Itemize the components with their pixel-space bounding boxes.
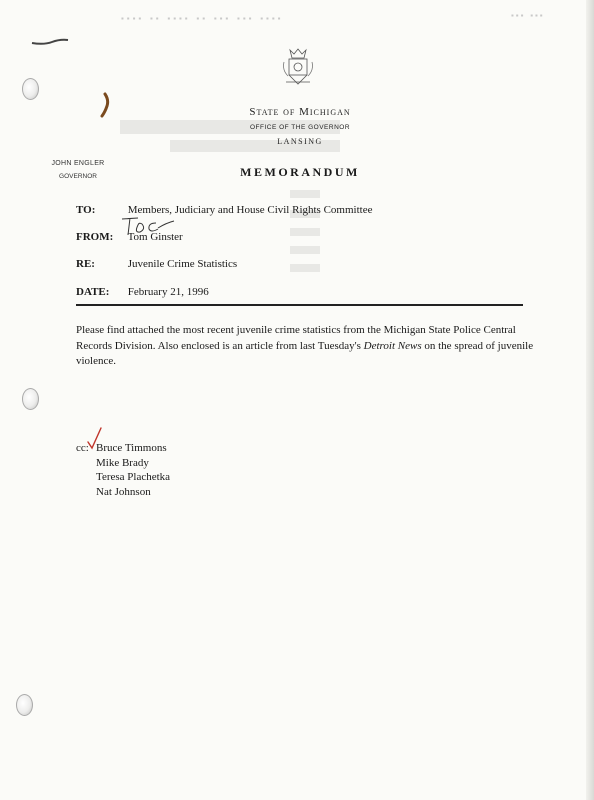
field-value: Juvenile Crime Statistics [127, 258, 238, 270]
memo-body-paragraph [76, 323, 536, 370]
hole-punch-top [22, 78, 39, 100]
fax-corner-mark: ▪▪▪ ▪▪▪ [510, 12, 544, 21]
body-text-part1: Please find attached the most recent juvenile crime statistics from the Michigan State Police Central Records Division. Also enclosed is an article from last Tuesday's [76, 324, 516, 352]
letterhead-office: OFFICE OF THE GOVERNOR [249, 124, 351, 131]
governor-title: GOVERNOR [59, 173, 97, 180]
cc-name: Mike Brady [96, 456, 149, 469]
pen-scribble-mark [30, 36, 70, 48]
cc-name: Nat Johnson [96, 486, 151, 499]
cc-list [76, 441, 170, 500]
governor-name: JOHN ENGLER [51, 160, 105, 167]
fax-transmission-mark: ▪▪▪▪ ▪▪ ▪▪▪▪ ▪▪ ▪▪▪ ▪▪▪ ▪▪▪▪ [120, 15, 283, 24]
header-divider-rule [76, 304, 523, 306]
field-label: TO: [76, 204, 96, 216]
body-text-part2: on the spread of juvenile violence. [76, 339, 534, 368]
field-value: Members, Judiciary and House Civil Rights Committee [127, 204, 373, 216]
cc-line-first [76, 441, 170, 456]
state-seal-icon [280, 46, 316, 88]
memo-title: MEMORANDUM [240, 165, 360, 179]
field-label: DATE: [76, 286, 110, 298]
cc-name: Teresa Plachetka [96, 471, 171, 484]
body-text-publication: Detroit News [363, 339, 422, 352]
field-value: February 21, 1996 [127, 286, 209, 298]
memo-field-re [76, 258, 237, 270]
field-value: Tom Ginster [127, 231, 183, 243]
cc-label: cc: [76, 442, 89, 454]
cc-name: Bruce Timmons [96, 442, 167, 454]
field-label: FROM: [76, 231, 114, 243]
hole-punch-middle [22, 388, 39, 410]
field-label: RE: [76, 258, 95, 270]
letterhead-state: State of Michigan [249, 106, 351, 118]
page-edge-shadow [586, 0, 594, 800]
memo-field-date [76, 286, 209, 298]
letterhead-city: LANSING [277, 137, 323, 146]
handwritten-initials-signature [118, 213, 178, 239]
hole-punch-bottom [16, 694, 33, 716]
